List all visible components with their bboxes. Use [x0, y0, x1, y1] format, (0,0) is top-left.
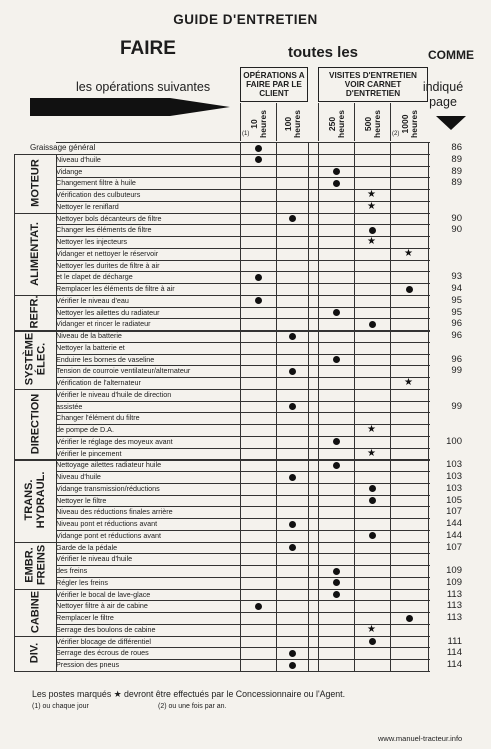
- dot-mark: [289, 650, 296, 657]
- page-number: 103: [446, 459, 462, 471]
- table-row-label: Vidange pont et réductions avant: [56, 530, 161, 540]
- page-number: 99: [451, 400, 462, 412]
- page-number: 95: [451, 294, 462, 306]
- left-arrow-shape: [30, 96, 230, 118]
- section-label-8: [14, 589, 56, 636]
- page-number: 100: [446, 435, 462, 447]
- dot-mark: [369, 532, 376, 539]
- carnet-column-title: VISITES D'ENTRETIEN VOIR CARNET D'ENTRETIEN: [329, 71, 417, 98]
- table-row-label: Nettoyage ailettes radiateur huile: [56, 460, 162, 470]
- star-icon: ★: [367, 623, 376, 635]
- page-number: 114: [446, 647, 462, 659]
- period-unit: heures: [292, 110, 302, 138]
- section-label-text: TRANS. HYDRAUL.: [23, 471, 47, 529]
- table-row-label: Nettoyer la batterie et: [56, 342, 125, 352]
- table-row-label: Vidange transmission/réductions: [56, 483, 160, 493]
- table-row-label: Vérifier le niveau d'eau: [56, 295, 129, 305]
- dot-mark: [255, 603, 262, 610]
- table-row-label: Vérification de l'alternateur: [56, 378, 141, 387]
- dot-mark: [289, 333, 296, 340]
- section-label-text: SYSTÈME ÉLEC.: [23, 333, 47, 386]
- period-header-1000: [390, 103, 429, 141]
- footnote-2: (2) ou une fois par an.: [158, 703, 227, 710]
- period-header-250: [318, 103, 355, 141]
- column-divider: [276, 142, 277, 671]
- page-number: 103: [446, 471, 462, 482]
- page-number: 113: [446, 600, 462, 612]
- table-row-label: Nettoyer le filtre: [56, 495, 107, 505]
- dot-mark: [369, 485, 376, 492]
- row-divider: [56, 142, 430, 143]
- dot-mark: [333, 168, 340, 175]
- table-row-label: des freins: [56, 566, 88, 575]
- table-row-label: Changement filtre à huile: [56, 178, 136, 188]
- period-label: [284, 105, 302, 143]
- dot-mark: [255, 297, 262, 304]
- period-header-100: [276, 103, 309, 141]
- dot-mark: [333, 591, 340, 598]
- dot-mark: [255, 274, 262, 281]
- table-row-label: Vérifier le niveau d'huile: [56, 554, 133, 564]
- page-number: 90: [451, 212, 462, 224]
- column-divider: [240, 142, 241, 671]
- dot-mark: [333, 579, 340, 586]
- table-row-label: Changer l'élément du filtre: [56, 413, 140, 423]
- section-label-text: DIRECTION: [29, 393, 41, 455]
- table-row-label: Serrage des écrous de roues: [56, 648, 149, 658]
- star-icon: ★: [367, 236, 376, 247]
- dot-mark: [289, 544, 296, 551]
- period-header-500: [354, 103, 391, 141]
- column-divider: [354, 142, 355, 671]
- table-row-label: Serrage des boulons de cabine: [56, 624, 156, 634]
- page-number: 89: [451, 153, 462, 165]
- page-number: 94: [451, 283, 462, 294]
- dot-mark: [406, 615, 413, 622]
- page-label: page: [429, 95, 457, 109]
- table-row-label: Régler les freins: [56, 577, 108, 587]
- document-title: GUIDE D'ENTRETIEN: [173, 12, 318, 27]
- dot-mark: [333, 438, 340, 445]
- period-label: [401, 105, 419, 143]
- comme-heading: COMME: [428, 48, 474, 62]
- page-number: 105: [446, 494, 462, 506]
- page-number: 86: [451, 142, 462, 153]
- table-row-label: Vérifier le pincement: [56, 448, 122, 458]
- star-icon: ★: [367, 200, 376, 212]
- page-number: 109: [446, 576, 462, 588]
- dot-mark: [333, 356, 340, 363]
- page-number: 89: [451, 165, 462, 177]
- period-label: [364, 105, 382, 143]
- period-note: (2): [392, 131, 400, 137]
- column-divider: [428, 142, 429, 671]
- column-divider: [390, 142, 391, 671]
- dot-mark: [333, 568, 340, 575]
- faire-heading: FAIRE: [120, 38, 176, 59]
- page-number: 114: [446, 659, 462, 670]
- section-label-2: [14, 213, 56, 295]
- table-row-label: Vérifier le niveau d'huile de direction: [56, 389, 172, 399]
- dot-mark: [333, 462, 340, 469]
- column-divider: [308, 142, 309, 671]
- table-row-label: Garde de la pédale: [56, 542, 118, 552]
- table-row-label: assistée: [56, 401, 83, 411]
- table-row-label: Tension de courroie ventilateur/alternateur: [56, 366, 191, 376]
- page-number: 96: [451, 353, 462, 365]
- client-column-header: [240, 67, 308, 102]
- dot-mark: [289, 403, 296, 410]
- page-number: 93: [451, 271, 462, 283]
- star-icon: ★: [367, 189, 376, 200]
- footnote-1: (1) ou chaque jour: [32, 703, 89, 710]
- section-label-1: [14, 154, 56, 213]
- dot-mark: [289, 368, 296, 375]
- period-number: 500: [363, 116, 373, 132]
- section-label-text: REFR.: [29, 295, 41, 329]
- page-number: 113: [446, 588, 462, 600]
- table-row-label: Vérifier blocage de différentiel: [56, 636, 151, 646]
- page-number: 96: [451, 330, 462, 341]
- table-row-label: Pression des pneus: [56, 660, 120, 669]
- period-unit: heures: [336, 110, 346, 138]
- page-number: 96: [451, 318, 462, 330]
- dot-mark: [369, 321, 376, 328]
- table-row-label: Niveau des réductions finales arrière: [56, 507, 173, 517]
- table-row-label: Vidanger et rincer le radiateur: [56, 319, 151, 329]
- table-row-label: de pompe de D.A.: [56, 425, 114, 434]
- section-label-5: [14, 389, 56, 460]
- table-row-label: Nettoyer filtre à air de cabine: [56, 601, 148, 611]
- dot-mark: [406, 286, 413, 293]
- column-divider: [318, 142, 319, 671]
- page-number: 144: [446, 529, 462, 541]
- dot-mark: [289, 662, 296, 669]
- dot-mark: [369, 227, 376, 234]
- dot-mark: [255, 156, 262, 163]
- client-column-title: OPÉRATIONS A FAIRE PAR LE CLIENT: [243, 71, 305, 98]
- section-label-text: ALIMENTAT.: [29, 221, 41, 286]
- table-row-label: Graissage général: [30, 143, 96, 152]
- section-label-text: EMBR. FREINS: [23, 544, 47, 586]
- table-row-label: Niveau de la batterie: [56, 331, 122, 340]
- period-label: [328, 105, 346, 143]
- table-row-label: Enduire les bornes de vaseline: [56, 354, 155, 364]
- page-number: 107: [446, 541, 462, 553]
- section-label-text: CABINE: [29, 590, 41, 634]
- watermark-url: www.manuel-tracteur.info: [378, 734, 463, 743]
- page-number: 103: [446, 482, 462, 494]
- table-row-label: Nettoyer bols décanteurs de filtre: [56, 213, 162, 223]
- table-row-label: Nettoyer le reniflard: [56, 201, 119, 211]
- table-row-label: Nettoyer les ailettes du radiateur: [56, 307, 160, 317]
- row-divider: [56, 577, 430, 578]
- table-row-label: et le clapet de décharge: [56, 272, 133, 282]
- table-row-label: Remplacer le filtre: [56, 613, 114, 622]
- page-number: 109: [446, 565, 462, 576]
- table-row-label: Niveau pont et réductions avant: [56, 519, 158, 528]
- section-label-text: MOTEUR: [29, 159, 41, 207]
- page-number: 113: [446, 612, 462, 623]
- table-row-label: Vidanger et nettoyer le réservoir: [56, 248, 159, 258]
- carnet-column-header: [318, 67, 428, 102]
- dot-mark: [369, 638, 376, 645]
- dot-mark: [289, 215, 296, 222]
- period-unit: heures: [409, 110, 419, 138]
- section-label-3: [14, 295, 56, 330]
- page-number: 144: [446, 518, 462, 529]
- table-row-label: Vérifier le bocal de lave-glace: [56, 589, 151, 599]
- toutes-les-heading: toutes les: [288, 44, 359, 61]
- page-number: 89: [451, 177, 462, 189]
- table-row-label: Vérifier le réglage des moyeux avant: [56, 436, 173, 446]
- period-number: 250: [327, 116, 337, 132]
- page-number: 90: [451, 224, 462, 236]
- table-row-label: Vérification des culbuteurs: [56, 190, 141, 199]
- period-number: 100: [283, 116, 293, 132]
- table-row-label: Remplacer les éléments de filtre à air: [56, 284, 175, 293]
- section-label-6: [14, 459, 56, 541]
- star-icon: ★: [367, 447, 376, 459]
- section-label-4: [14, 330, 56, 389]
- page-number: 99: [451, 365, 462, 377]
- dot-mark: [289, 521, 296, 528]
- period-header-10: [240, 103, 277, 141]
- dot-mark: [255, 145, 262, 152]
- table-row-label: Changer les éléments de filtre: [56, 225, 152, 235]
- table-row-label: Niveau d'huile: [56, 154, 101, 164]
- table-row-label: Niveau d'huile: [56, 472, 101, 481]
- star-icon: ★: [367, 424, 376, 435]
- section-label-9: [14, 636, 56, 671]
- page-number: 111: [447, 635, 462, 647]
- table-row-label: Vidange: [56, 166, 83, 176]
- section-label-text: DIV.: [29, 642, 41, 664]
- period-number: 1000: [400, 114, 410, 134]
- period-number: 10: [249, 119, 259, 129]
- dot-mark: [369, 497, 376, 504]
- period-unit: heures: [372, 110, 382, 138]
- star-footnote: Les postes marqués ★ devront être effectués par le Concessionnaire ou l'Agent.: [32, 689, 346, 699]
- star-icon: ★: [404, 377, 413, 388]
- dot-mark: [289, 474, 296, 481]
- page-arrow-shape: [436, 116, 466, 132]
- page-number: 95: [451, 306, 462, 318]
- row-divider: [56, 166, 430, 167]
- table-row-label: Nettoyer les durites de filtre à air: [56, 260, 160, 270]
- dot-mark: [333, 309, 340, 316]
- star-icon: ★: [404, 247, 413, 259]
- period-unit: heures: [258, 110, 268, 138]
- table-row-label: Nettoyer les injecteurs: [56, 237, 128, 246]
- dot-mark: [333, 180, 340, 187]
- page-number: 107: [446, 506, 462, 518]
- period-note: (1): [242, 131, 250, 137]
- operations-heading: les opérations suivantes: [76, 80, 211, 94]
- period-label: [250, 105, 268, 143]
- section-label-7: [14, 542, 56, 589]
- indique-label: indiqué: [422, 80, 464, 94]
